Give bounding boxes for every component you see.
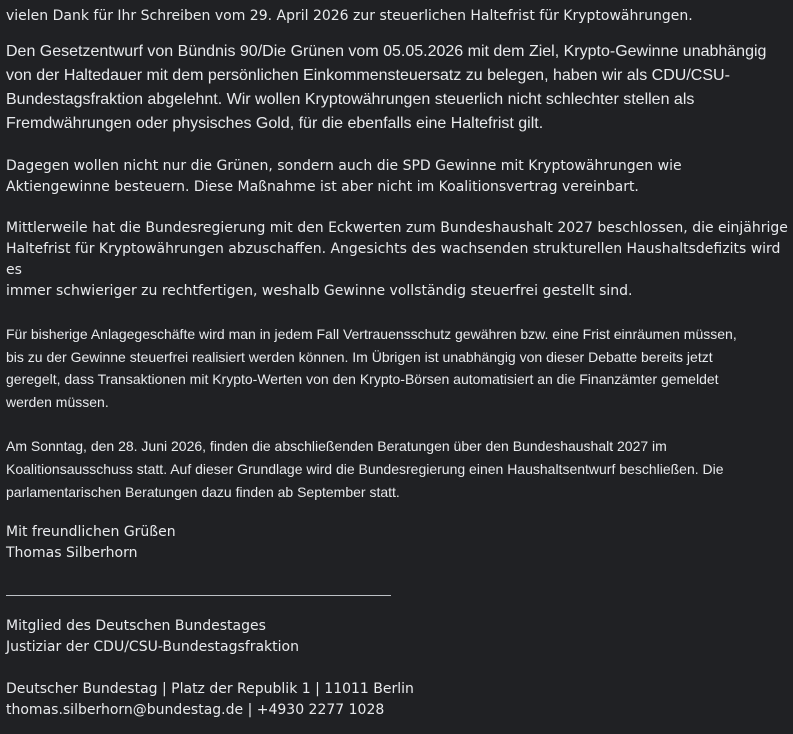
paragraph-line: Dagegen wollen nicht nur die Grünen, sondern auch die SPD Gewinne mit Kryptowährungen wie: [6, 158, 682, 174]
paragraph-line: werden müssen.: [6, 393, 109, 410]
email-paragraph-1: [6, 40, 793, 136]
paragraph-line: Haltefrist für Kryptowährungen abzuschaffen. Angesichts des wachsenden strukturellen Haushaltsdefizits wird es: [6, 241, 781, 278]
paragraph-line: Bundestagsfraktion abgelehnt. Wir wollen Kryptowährungen steuerlich nicht schlechter stellen als: [6, 91, 695, 108]
signature-role: Mitglied des Deutschen Bundestages: [6, 618, 266, 635]
paragraph-line: immer schwieriger zu rechtfertigen, weshalb Gewinne vollständig steuerfrei gestellt sind.: [6, 283, 633, 299]
email-paragraph-2: [6, 156, 793, 198]
paragraph-line: Fremdwährungen oder physisches Gold, für die ebenfalls eine Haltefrist gilt.: [6, 115, 544, 132]
closing-text: Mit freundlichen Grüßen: [6, 524, 176, 541]
sender-name: Thomas Silberhorn: [6, 545, 138, 562]
signature-contact: [6, 700, 793, 721]
signature-email-link[interactable]: thomas.silberhorn@bundestag.de: [6, 702, 244, 719]
paragraph-line: geregelt, dass Transaktionen mit Krypto-Werten von den Krypto-Börsen automatisiert an die Finanzämter gemeldet: [6, 371, 719, 388]
signature-role: Justiziar der CDU/CSU-Bundestagsfraktion: [6, 639, 299, 656]
email-signature: [6, 616, 793, 721]
email-paragraph-3: [6, 218, 793, 302]
paragraph-line: bis zu der Gewinne steuerfrei realisiert werden können. Im Übrigen ist unabhängig von dieser Debatte bereits jetzt: [6, 348, 713, 365]
paragraph-line: Für bisherige Anlagegeschäfte wird man in jedem Fall Vertrauensschutz gewähren bzw. eine Frist einräumen müssen,: [6, 326, 737, 342]
paragraph-line: parlamentarischen Beratungen dazu finden ab September statt.: [6, 483, 400, 500]
email-paragraph-5: [6, 435, 793, 503]
contact-separator: |: [243, 702, 257, 719]
paragraph-line: Mittlerweile hat die Bundesregierung mit den Eckwerten zum Bundeshaushalt 2027 beschlossen, die einjährige: [6, 220, 788, 236]
email-closing: [6, 522, 793, 564]
email-opening: vielen Dank für Ihr Schreiben vom 29. April 2026 zur steuerlichen Haltefrist für Kryptowährungen.: [6, 8, 693, 24]
signature-spacer: [6, 658, 793, 679]
paragraph-line: Koalitionsausschuss statt. Auf dieser Grundlage wird die Bundesregierung einen Haushaltsentwurf beschließen. Die: [6, 460, 724, 477]
email-paragraph-4: [6, 323, 793, 413]
paragraph-line: Am Sonntag, den 28. Juni 2026, finden die abschließenden Beratungen über den Bundeshaushalt 2027 im: [6, 438, 667, 455]
paragraph-line: von der Haltedauer mit dem persönlichen Einkommensteuersatz zu belegen, haben wir als CDU/CSU-: [6, 67, 730, 84]
paragraph-line: Den Gesetzentwurf von Bündnis 90/Die Grünen vom 05.05.2026 mit dem Ziel, Krypto-Gewinne unabhängig: [6, 43, 767, 60]
paragraph-line: Aktiengewinne besteuern. Diese Maßnahme ist aber nicht im Koalitionsvertrag vereinbart.: [6, 179, 639, 195]
signature-address: Deutscher Bundestag | Platz der Republik 1 | 11011 Berlin: [6, 681, 414, 698]
signature-phone: +4930 2277 1028: [256, 702, 385, 719]
